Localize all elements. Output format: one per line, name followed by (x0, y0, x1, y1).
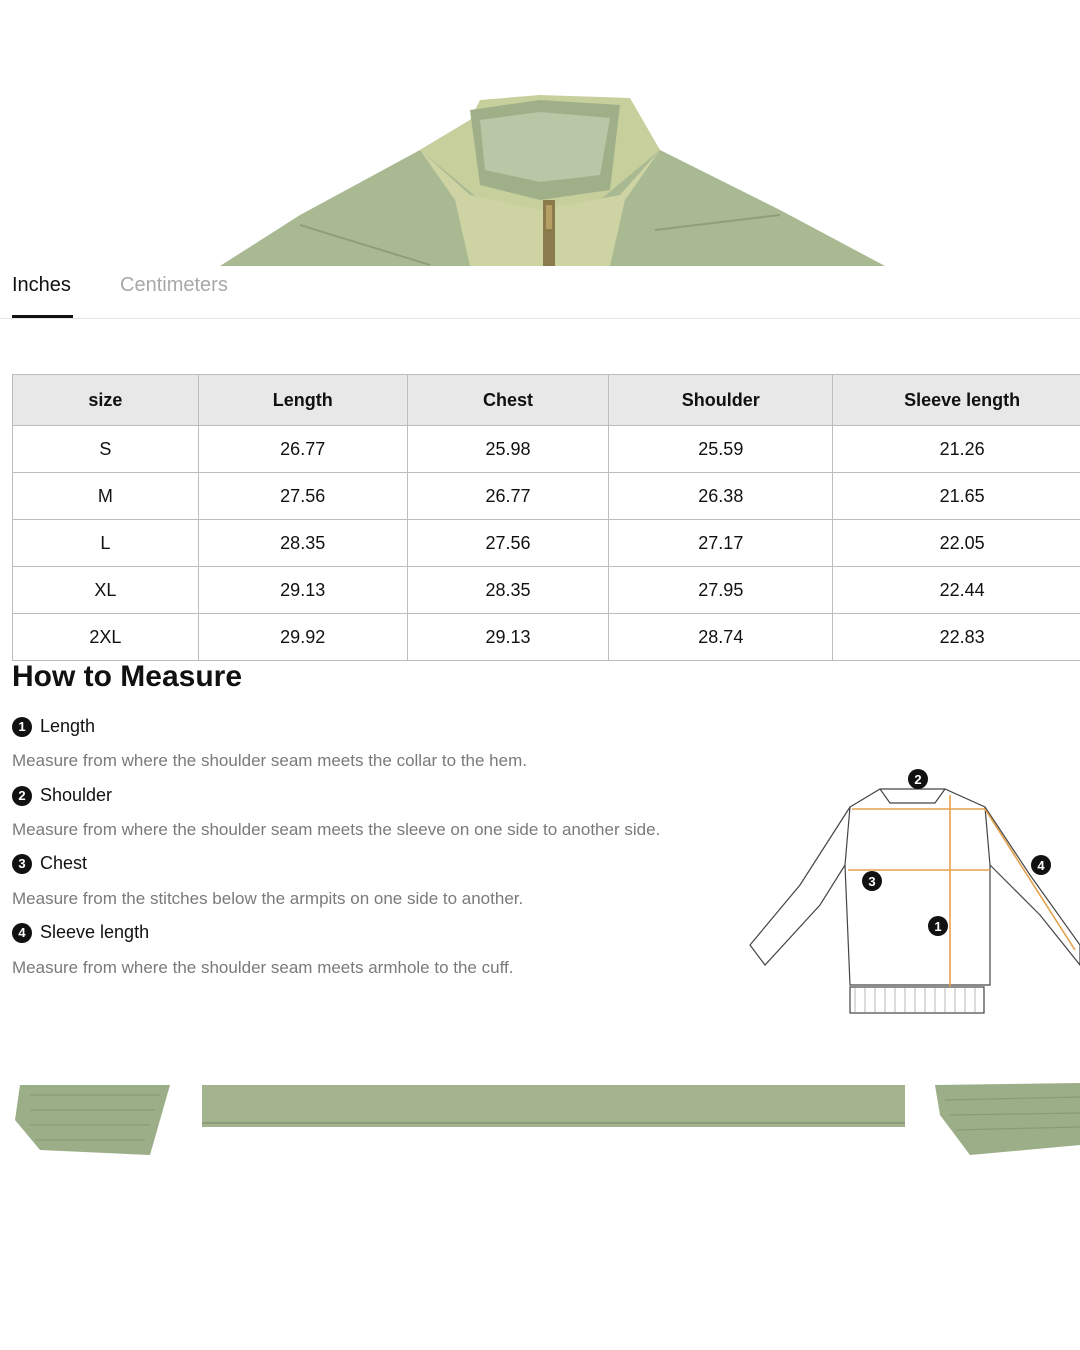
table-cell: 26.38 (609, 473, 833, 520)
step-description: Measure from where the shoulder seam meets the sleeve on one side to another side. (12, 820, 661, 839)
jacket-collar-photo (0, 0, 1080, 266)
table-cell: 27.56 (407, 520, 609, 567)
table-row (13, 614, 1080, 661)
step-label: Shoulder (40, 785, 113, 805)
table-cell: 28.74 (609, 614, 833, 661)
table-cell: 2XL (13, 614, 199, 661)
table-row (13, 567, 1080, 614)
step-number-badge: 2 (12, 786, 32, 806)
table-cell: 21.26 (833, 426, 1080, 473)
marker-sleeve: 4 (1037, 858, 1045, 873)
table-cell: 22.83 (833, 614, 1080, 661)
table-cell: 27.56 (198, 473, 407, 520)
step-label: Sleeve length (40, 922, 150, 942)
step-description: Measure from where the shoulder seam meets the collar to the hem. (12, 751, 527, 770)
column-header: Shoulder (609, 375, 833, 426)
step-description: Measure from where the shoulder seam meets armhole to the cuff. (12, 958, 514, 977)
table-cell: 25.59 (609, 426, 833, 473)
step-shoulder (12, 785, 112, 806)
step-label: Length (40, 716, 96, 736)
jacket-hem-photo (0, 1075, 1080, 1165)
marker-shoulder: 2 (914, 772, 922, 787)
column-header: Chest (407, 375, 609, 426)
table-cell: 26.77 (407, 473, 609, 520)
marker-chest: 3 (868, 874, 876, 889)
table-cell: 28.35 (198, 520, 407, 567)
table-row (13, 520, 1080, 567)
tab-inches[interactable]: Inches (12, 274, 71, 296)
table-cell: XL (13, 567, 199, 614)
step-chest (12, 853, 87, 874)
column-header: Length (198, 375, 407, 426)
active-tab-indicator (12, 315, 73, 318)
table-row (13, 426, 1080, 473)
step-number-badge: 3 (12, 854, 32, 874)
table-cell: 28.35 (407, 567, 609, 614)
table-cell: 25.98 (407, 426, 609, 473)
table-header-row (13, 375, 1080, 426)
table-cell: 27.17 (609, 520, 833, 567)
table-cell: 26.77 (198, 426, 407, 473)
tab-centimeters[interactable]: Centimeters (120, 274, 228, 296)
size-chart-table (12, 374, 1080, 661)
marker-length: 1 (934, 919, 942, 934)
table-cell: 22.05 (833, 520, 1080, 567)
step-label: Chest (40, 853, 88, 873)
step-length (12, 716, 95, 737)
table-cell: S (13, 426, 199, 473)
step-description: Measure from the stitches below the armpits on one side to another. (12, 889, 524, 908)
column-header: size (13, 375, 199, 426)
table-cell: 29.92 (198, 614, 407, 661)
table-cell: L (13, 520, 199, 567)
table-cell: 21.65 (833, 473, 1080, 520)
table-cell: M (13, 473, 199, 520)
table-cell: 22.44 (833, 567, 1080, 614)
how-to-measure-title: How to Measure (12, 660, 243, 693)
measurement-diagram (740, 765, 1080, 1020)
table-row (13, 473, 1080, 520)
column-header: Sleeve length (833, 375, 1080, 426)
table-cell: 29.13 (198, 567, 407, 614)
step-number-badge: 1 (12, 717, 32, 737)
table-cell: 27.95 (609, 567, 833, 614)
table-cell: 29.13 (407, 614, 609, 661)
unit-tabs (0, 266, 1080, 319)
step-sleeve-length (12, 922, 149, 943)
step-number-badge: 4 (12, 923, 32, 943)
